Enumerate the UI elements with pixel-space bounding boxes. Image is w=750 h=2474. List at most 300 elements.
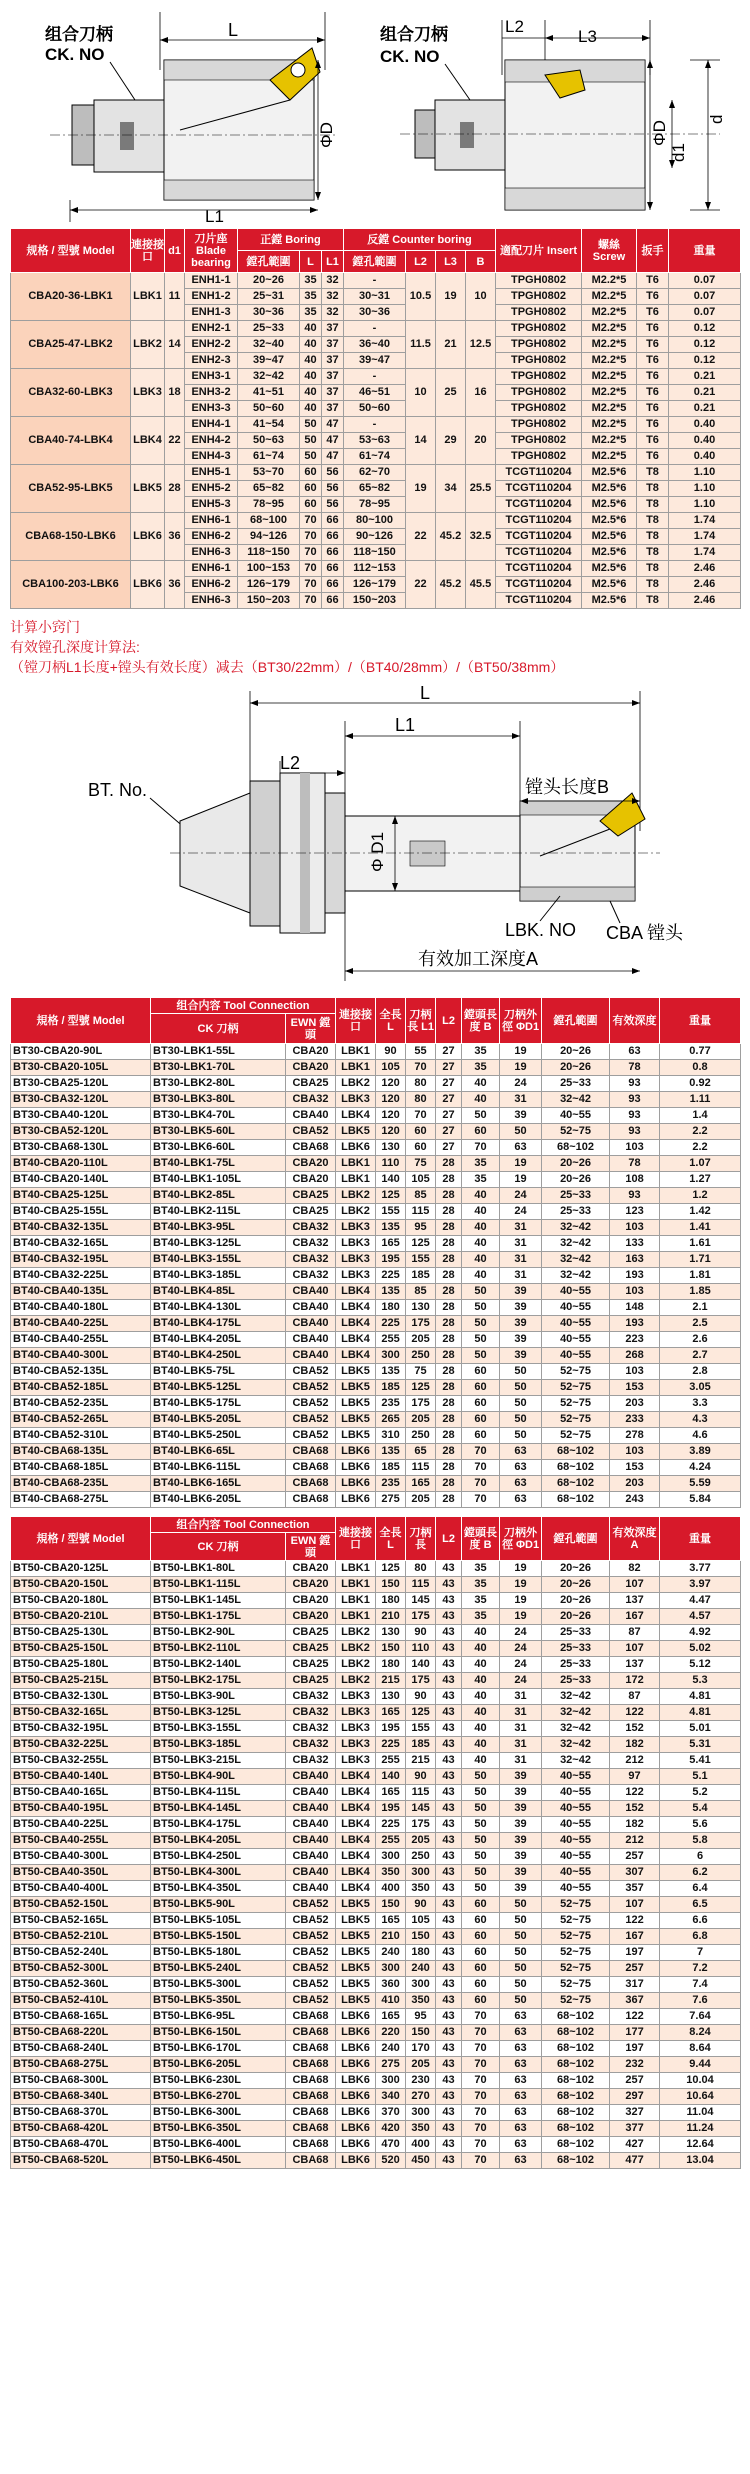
cell: 39: [500, 1817, 542, 1833]
cell: 50: [500, 1364, 542, 1380]
cell: BT40-LBK4-130L: [151, 1300, 286, 1316]
cell: 39: [500, 1849, 542, 1865]
cell: 63: [500, 1444, 542, 1460]
cell: 39: [500, 1316, 542, 1332]
cell: 8.24: [660, 2025, 741, 2041]
L2-cell: 19: [406, 465, 436, 513]
cell: 40~55: [542, 1316, 610, 1332]
cell: BT50-LBK6-205L: [151, 2057, 286, 2073]
cell: 1.10: [669, 497, 741, 513]
cell: BT50-CBA68-370L: [11, 2105, 151, 2121]
cell: 50: [300, 417, 322, 433]
cell: 43: [436, 2057, 462, 2073]
cell: 257: [610, 1961, 660, 1977]
cell: 90: [406, 1769, 436, 1785]
table-row: [11, 1721, 741, 1737]
cell: CBA52: [286, 1929, 336, 1945]
cell: CBA20: [286, 1044, 336, 1060]
cell: BT40-CBA52-235L: [11, 1396, 151, 1412]
cell: CBA40: [286, 1833, 336, 1849]
cell: CBA20: [286, 1060, 336, 1076]
cell: 122: [610, 2009, 660, 2025]
cell: 43: [436, 1721, 462, 1737]
cell: 257: [610, 2073, 660, 2089]
cell: 410: [376, 1993, 406, 2009]
cell: 275: [376, 2057, 406, 2073]
cell: BT40-CBA68-235L: [11, 1476, 151, 1492]
t2-h-model: 規格 / 型號 Model: [11, 998, 151, 1044]
L3-cell: 45.2: [436, 513, 466, 561]
cell: 60: [300, 497, 322, 513]
cell: BT50-CBA40-300L: [11, 1849, 151, 1865]
cell: 165: [376, 1705, 406, 1721]
cell: BT40-LBK2-85L: [151, 1188, 286, 1204]
cell: ENH5-3: [185, 497, 238, 513]
cell: 175: [406, 1817, 436, 1833]
cell: BT50-CBA32-165L: [11, 1705, 151, 1721]
table-row: [11, 2041, 741, 2057]
cell: 43: [436, 1961, 462, 1977]
table-row: [11, 1124, 741, 1140]
cell: 300: [376, 1348, 406, 1364]
cell: 357: [610, 1881, 660, 1897]
cell: 68~102: [542, 2073, 610, 2089]
cell: 5.59: [660, 1476, 741, 1492]
table-row: [11, 1460, 741, 1476]
t2-h-range: 鏜孔範圍: [542, 998, 610, 1044]
cell: 93: [610, 1108, 660, 1124]
cell: ENH2-2: [185, 337, 238, 353]
cell: CBA52: [286, 1364, 336, 1380]
cell: CBA52: [286, 1913, 336, 1929]
cell: 19: [500, 1609, 542, 1625]
table-row: [11, 513, 741, 529]
cell: BT50-CBA68-300L: [11, 2073, 151, 2089]
cell: T6: [637, 369, 669, 385]
cell: 135: [376, 1364, 406, 1380]
cell: CBA40: [286, 1801, 336, 1817]
table-row: [11, 2121, 741, 2137]
cell: 35: [462, 1044, 500, 1060]
cell: TPGH0802: [496, 305, 582, 321]
cell: CBA20: [286, 1561, 336, 1577]
cell: LBK3: [336, 1092, 376, 1108]
cell: CBA68: [286, 2089, 336, 2105]
cell: 297: [610, 2089, 660, 2105]
cell: 40: [300, 385, 322, 401]
cell: 68~102: [542, 2105, 610, 2121]
cell: 63: [500, 1492, 542, 1508]
cell: 32~42: [542, 1252, 610, 1268]
cell: BT50-LBK2-140L: [151, 1657, 286, 1673]
t3-h-ck: CK 刀柄: [151, 1533, 286, 1561]
cell: 0.8: [660, 1060, 741, 1076]
t3-h-A: 有效深度 A: [610, 1517, 660, 1561]
cell: BT40-CBA52-310L: [11, 1428, 151, 1444]
cell: 197: [610, 1945, 660, 1961]
d1-cell: 11: [165, 273, 185, 321]
h-wrench: 扳手: [637, 229, 669, 273]
cell: CBA52: [286, 1993, 336, 2009]
cell: 31: [500, 1721, 542, 1737]
cell: 40~55: [542, 1348, 610, 1364]
cell: 0.21: [669, 369, 741, 385]
cell: BT40-CBA40-180L: [11, 1300, 151, 1316]
cell: 135: [376, 1444, 406, 1460]
cell: LBK3: [336, 1689, 376, 1705]
cell: 56: [322, 481, 344, 497]
cell: 40: [462, 1641, 500, 1657]
cell: 68~102: [542, 2137, 610, 2153]
cell: 25~33: [542, 1625, 610, 1641]
cell: 0.21: [669, 385, 741, 401]
cell: CBA40: [286, 1316, 336, 1332]
cell: 68~102: [542, 2009, 610, 2025]
cell: BT40-CBA40-255L: [11, 1332, 151, 1348]
cell: BT40-LBK6-115L: [151, 1460, 286, 1476]
cell: LBK3: [336, 1705, 376, 1721]
table-row: [11, 417, 741, 433]
cell: BT50-CBA52-210L: [11, 1929, 151, 1945]
cell: TCGT110204: [496, 577, 582, 593]
cell: 1.61: [660, 1236, 741, 1252]
cell: CBA68: [286, 1444, 336, 1460]
cell: 40~55: [542, 1108, 610, 1124]
cell: LBK5: [336, 1961, 376, 1977]
cell: 40~55: [542, 1785, 610, 1801]
cell: CBA40: [286, 1769, 336, 1785]
cell: 0.77: [660, 1044, 741, 1060]
cell: 52~75: [542, 1961, 610, 1977]
cell: 0.40: [669, 433, 741, 449]
cell: BT50-CBA68-220L: [11, 2025, 151, 2041]
cell: ENH6-1: [185, 561, 238, 577]
cell: 40: [462, 1753, 500, 1769]
connect-cell: LBK2: [131, 321, 165, 369]
cell: 20~26: [542, 1060, 610, 1076]
cell: BT50-LBK6-400L: [151, 2137, 286, 2153]
cell: LBK5: [336, 1396, 376, 1412]
cell: CBA68: [286, 2057, 336, 2073]
cell: 0.07: [669, 289, 741, 305]
cell: BT50-LBK3-215L: [151, 1753, 286, 1769]
cell: 182: [610, 1737, 660, 1753]
table-row: [11, 1849, 741, 1865]
cell: BT40-LBK1-105L: [151, 1172, 286, 1188]
table-row: [11, 369, 741, 385]
cell: 278: [610, 1428, 660, 1444]
cell: 52~75: [542, 1396, 610, 1412]
cell: 300: [376, 2073, 406, 2089]
cell: BT40-LBK5-125L: [151, 1380, 286, 1396]
cell: 28: [436, 1412, 462, 1428]
cell: 100~153: [238, 561, 300, 577]
cell: 120: [376, 1092, 406, 1108]
cell: BT50-CBA52-240L: [11, 1945, 151, 1961]
cell: 232: [610, 2057, 660, 2073]
cell: 43: [436, 1625, 462, 1641]
cell: 24: [500, 1076, 542, 1092]
cell: 2.46: [669, 577, 741, 593]
model-cell: CBA52-95-LBK5: [11, 465, 131, 513]
cell: 50: [462, 1769, 500, 1785]
cell: LBK6: [336, 2025, 376, 2041]
cell: 150: [376, 1641, 406, 1657]
top-diagram-svg: [0, 0, 750, 228]
cell: T6: [637, 385, 669, 401]
cell: TPGH0802: [496, 401, 582, 417]
cell: LBK6: [336, 1140, 376, 1156]
cell: 275: [376, 1492, 406, 1508]
connect-cell: LBK3: [131, 369, 165, 417]
cell: 30~31: [344, 289, 406, 305]
cell: 225: [376, 1268, 406, 1284]
cell: 115: [406, 1785, 436, 1801]
table-row: [11, 2153, 741, 2169]
cell: 28: [436, 1428, 462, 1444]
cell: 50: [500, 1428, 542, 1444]
cell: M2.5*6: [582, 481, 637, 497]
cell: 32~42: [542, 1753, 610, 1769]
cell: 68~100: [238, 513, 300, 529]
h-L1: L1: [322, 251, 344, 273]
cell: 5.01: [660, 1721, 741, 1737]
cell: ENH4-3: [185, 449, 238, 465]
cell: BT30-LBK1-55L: [151, 1044, 286, 1060]
cell: TCGT110204: [496, 561, 582, 577]
cell: 63: [500, 2009, 542, 2025]
cell: BT40-CBA20-140L: [11, 1172, 151, 1188]
cell: 60: [462, 1897, 500, 1913]
t3-h-D1: 刀柄外徑 ΦD1: [500, 1517, 542, 1561]
cell: 35: [300, 305, 322, 321]
cell: 3.3: [660, 1396, 741, 1412]
B-cell: 10: [466, 273, 496, 321]
cell: 39~47: [238, 353, 300, 369]
table-row: [11, 1705, 741, 1721]
table-row: [11, 1689, 741, 1705]
cell: M2.2*5: [582, 433, 637, 449]
cell: 112~153: [344, 561, 406, 577]
cell: 400: [376, 1881, 406, 1897]
cell: ENH1-1: [185, 273, 238, 289]
cell: -: [344, 369, 406, 385]
cell: 5.02: [660, 1641, 741, 1657]
h-d1: d1: [165, 229, 185, 273]
cell: 6.4: [660, 1881, 741, 1897]
cell: 68~102: [542, 2057, 610, 2073]
cell: 1.27: [660, 1172, 741, 1188]
cell: 52~75: [542, 1929, 610, 1945]
table-row: [11, 1476, 741, 1492]
cell: BT50-CBA68-420L: [11, 2121, 151, 2137]
cell: BT40-LBK5-205L: [151, 1412, 286, 1428]
table-row: [11, 1092, 741, 1108]
cell: 68~102: [542, 2025, 610, 2041]
table-row: [11, 273, 741, 289]
cell: 123: [610, 1204, 660, 1220]
connect-cell: LBK4: [131, 417, 165, 465]
cell: BT30-CBA40-120L: [11, 1108, 151, 1124]
cell: 115: [406, 1460, 436, 1476]
cell: 130: [376, 1140, 406, 1156]
cell: 39~47: [344, 353, 406, 369]
cell: 1.71: [660, 1252, 741, 1268]
cell: 0.12: [669, 337, 741, 353]
cell: 420: [376, 2121, 406, 2137]
cell: LBK5: [336, 1977, 376, 1993]
cell: 43: [436, 1929, 462, 1945]
cell: 50: [500, 1913, 542, 1929]
cell: LBK4: [336, 1108, 376, 1124]
cell: 28: [436, 1188, 462, 1204]
h-counter: 反鏜 Counter boring: [344, 229, 496, 251]
cell: 175: [406, 1316, 436, 1332]
cell: BT50-LBK6-150L: [151, 2025, 286, 2041]
cell: 87: [610, 1689, 660, 1705]
cell: CBA32: [286, 1753, 336, 1769]
cell: BT50-LBK4-205L: [151, 1833, 286, 1849]
cell: TPGH0802: [496, 337, 582, 353]
cell: 39: [500, 1284, 542, 1300]
table-row: [11, 1961, 741, 1977]
cell: BT50-CBA25-150L: [11, 1641, 151, 1657]
model-cell: CBA20-36-LBK1: [11, 273, 131, 321]
cell: 39: [500, 1769, 542, 1785]
cell: 70: [300, 577, 322, 593]
table-row: [11, 1929, 741, 1945]
dim2-D1: Φ D1: [368, 831, 387, 872]
cell: CBA40: [286, 1284, 336, 1300]
cell: BT50-LBK5-180L: [151, 1945, 286, 1961]
cell: LBK6: [336, 1460, 376, 1476]
cell: CBA20: [286, 1172, 336, 1188]
cell: M2.5*6: [582, 529, 637, 545]
cell: 105: [406, 1172, 436, 1188]
cell: 155: [376, 1204, 406, 1220]
cell: 103: [610, 1284, 660, 1300]
cell: 32~42: [542, 1721, 610, 1737]
cell: BT50-CBA40-140L: [11, 1769, 151, 1785]
cell: 60: [462, 1380, 500, 1396]
cell: 350: [376, 1865, 406, 1881]
cell: 40: [300, 321, 322, 337]
cell: 137: [610, 1593, 660, 1609]
lbk-number: LBK. NO: [505, 920, 577, 940]
cell: 25~33: [542, 1641, 610, 1657]
cell: LBK4: [336, 1881, 376, 1897]
cell: ENH2-3: [185, 353, 238, 369]
cell: 3.97: [660, 1577, 741, 1593]
t2-h-D1: 刀柄外徑 ΦD1: [500, 998, 542, 1044]
cell: BT50-CBA68-520L: [11, 2153, 151, 2169]
table-row: [11, 1220, 741, 1236]
cell: 37: [322, 337, 344, 353]
cell: 135: [376, 1284, 406, 1300]
cell: 205: [406, 2057, 436, 2073]
cell: 39: [500, 1833, 542, 1849]
cell: M2.5*6: [582, 465, 637, 481]
dim-phiD-right: ΦD: [650, 120, 669, 146]
cell: 52~75: [542, 1897, 610, 1913]
cell: T8: [637, 545, 669, 561]
cell: 0.07: [669, 305, 741, 321]
cell: 65~82: [344, 481, 406, 497]
d1-cell: 22: [165, 417, 185, 465]
cell: BT40-CBA52-135L: [11, 1364, 151, 1380]
cell: 43: [436, 1641, 462, 1657]
cell: LBK6: [336, 2137, 376, 2153]
cell: 103: [610, 1364, 660, 1380]
t3-h-combo: 组合内容 Tool Connection: [151, 1517, 336, 1533]
dim-L2: L2: [505, 17, 524, 36]
cell: BT50-LBK5-150L: [151, 1929, 286, 1945]
cell: 43: [436, 1657, 462, 1673]
cell: 93: [610, 1124, 660, 1140]
cell: 40: [462, 1076, 500, 1092]
cell: LBK5: [336, 1929, 376, 1945]
cell: ENH6-3: [185, 593, 238, 609]
cell: ENH6-2: [185, 529, 238, 545]
cell: 43: [436, 1897, 462, 1913]
cell: 150: [376, 1577, 406, 1593]
cell: 78: [610, 1060, 660, 1076]
cell: 60: [462, 1428, 500, 1444]
t2-h-L1: 刀柄長 L1: [406, 998, 436, 1044]
cell: 28: [436, 1284, 462, 1300]
cell: TPGH0802: [496, 321, 582, 337]
cell: 11.04: [660, 2105, 741, 2121]
cell: BT50-CBA25-180L: [11, 1657, 151, 1673]
dim-L: L: [228, 20, 239, 40]
cell: 50~63: [238, 433, 300, 449]
cell: TPGH0802: [496, 385, 582, 401]
cell: 78~95: [238, 497, 300, 513]
cell: 28: [436, 1348, 462, 1364]
cell: BT50-CBA20-210L: [11, 1609, 151, 1625]
cell: LBK6: [336, 1476, 376, 1492]
cell: 125: [406, 1705, 436, 1721]
cell: LBK4: [336, 1348, 376, 1364]
cell: LBK5: [336, 1364, 376, 1380]
cell: 50: [500, 1380, 542, 1396]
cell: 40~55: [542, 1817, 610, 1833]
cell: 5.31: [660, 1737, 741, 1753]
h-model: 规格 / 型號 Model: [11, 229, 131, 273]
cell: 68~102: [542, 2089, 610, 2105]
table-row: [11, 1641, 741, 1657]
cell: 122: [610, 1785, 660, 1801]
cell: BT40-CBA52-265L: [11, 1412, 151, 1428]
cell: 125: [376, 1188, 406, 1204]
cell: LBK6: [336, 2009, 376, 2025]
cell: 32: [322, 289, 344, 305]
cell: 90: [406, 1625, 436, 1641]
h-screw: 螺絲 Screw: [582, 229, 637, 273]
cell: 43: [436, 2025, 462, 2041]
cell: 220: [376, 2025, 406, 2041]
cell: 39: [500, 1108, 542, 1124]
cell: LBK4: [336, 1849, 376, 1865]
cell: 122: [610, 1913, 660, 1929]
cell: 70: [406, 1060, 436, 1076]
cell: 300: [406, 1977, 436, 1993]
cell: BT50-LBK5-300L: [151, 1977, 286, 1993]
cell: BT50-LBK3-125L: [151, 1705, 286, 1721]
cell: LBK5: [336, 1428, 376, 1444]
cell: 150~203: [238, 593, 300, 609]
cell: 43: [436, 1913, 462, 1929]
